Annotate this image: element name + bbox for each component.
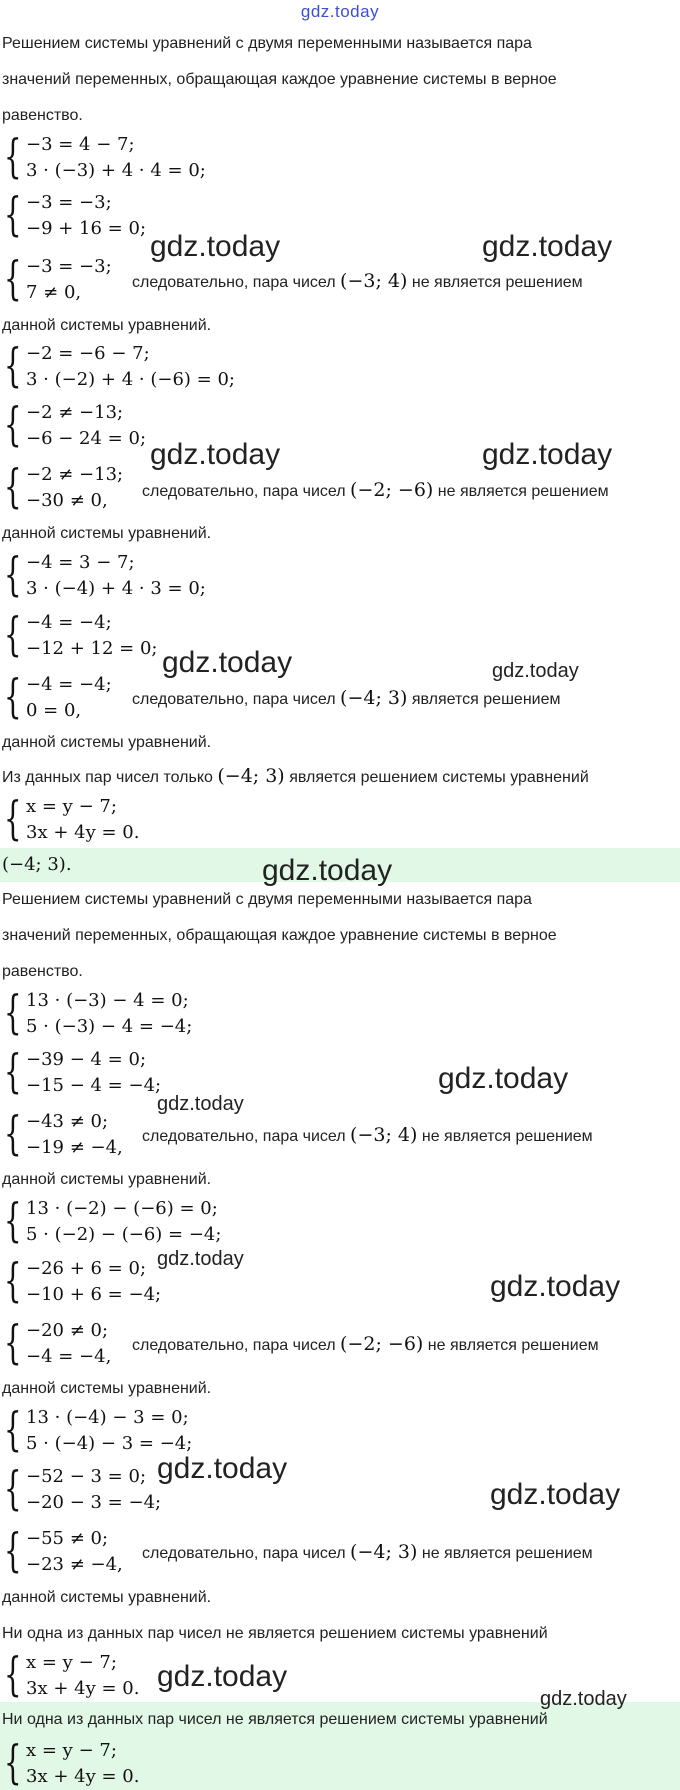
brace-icon: {	[4, 459, 22, 513]
definition-line-3: равенство.	[2, 107, 83, 124]
definition-line-3: равенство.	[2, 963, 83, 980]
conclusion-tail: данной системы уравнений.	[2, 1589, 212, 1606]
watermark: gdz.today	[482, 438, 613, 471]
summary: Из данных пар чисел только (−4; 3) является решением системы уравнений	[2, 765, 589, 787]
watermark: gdz.today	[150, 438, 281, 471]
conclusion-tail: данной системы уравнений.	[2, 1380, 212, 1397]
conclusion: следовательно, пара чисел (−4; 3) не является решением	[142, 1541, 593, 1563]
brace-icon: {	[4, 1315, 22, 1369]
watermark: gdz.today	[438, 1062, 569, 1095]
conclusion-tail: данной системы уравнений.	[2, 734, 212, 751]
definition-line-2: значений переменных, обращающая каждое уравнение системы в верное	[2, 927, 557, 944]
definition-line-2: значений переменных, обращающая каждое уравнение системы в верное	[2, 71, 557, 88]
brace-icon: {	[4, 985, 22, 1039]
conclusion-tail: данной системы уравнений.	[2, 525, 212, 542]
site-logo[interactable]: gdz.today	[300, 2, 380, 21]
definition-line-1: Решением системы уравнений с двумя переменными называется пара	[2, 35, 532, 52]
watermark: gdz.today	[482, 230, 613, 263]
conclusion-tail: данной системы уравнений.	[2, 1171, 212, 1188]
brace-icon: {	[4, 791, 22, 845]
watermark: gdz.today	[162, 646, 293, 679]
conclusion: следовательно, пара чисел (−3; 4) не является решением	[132, 270, 583, 292]
watermark: gdz.today	[492, 660, 579, 682]
brace-icon: {	[4, 669, 22, 723]
watermark: gdz.today	[150, 230, 281, 263]
conclusion: следовательно, пара чисел (−2; −6) не является решением	[132, 1333, 599, 1355]
brace-icon: {	[4, 187, 22, 241]
brace-icon: {	[4, 129, 22, 183]
watermark: gdz.today	[157, 1248, 244, 1270]
brace-icon: {	[4, 1461, 22, 1515]
brace-icon: {	[4, 1044, 22, 1098]
brace-icon: {	[4, 251, 22, 305]
brace-icon: {	[4, 1647, 22, 1701]
brace-icon: {	[4, 1523, 22, 1577]
watermark: gdz.today	[540, 1688, 627, 1710]
conclusion-tail: данной системы уравнений.	[2, 317, 212, 334]
brace-icon: {	[4, 1193, 22, 1247]
brace-icon: {	[4, 1106, 22, 1160]
watermark: gdz.today	[490, 1478, 621, 1511]
brace-icon: {	[4, 547, 22, 601]
conclusion: следовательно, пара чисел (−2; −6) не является решением	[142, 479, 609, 501]
brace-icon: {	[4, 338, 22, 392]
conclusion: следовательно, пара чисел (−3; 4) не является решением	[142, 1124, 593, 1146]
watermark: gdz.today	[490, 1270, 621, 1303]
answer-box: Ни одна из данных пар чисел не является решением системы уравнений { x = y − 7; 3x + 4y = 0.	[0, 1702, 680, 1790]
brace-icon: {	[4, 1253, 22, 1307]
watermark: gdz.today	[157, 1093, 244, 1115]
brace-icon: {	[4, 1735, 22, 1789]
conclusion: следовательно, пара чисел (−4; 3) является решением	[132, 687, 561, 709]
definition-line-1: Решением системы уравнений с двумя переменными называется пара	[2, 891, 532, 908]
watermark: gdz.today	[157, 1660, 288, 1693]
summary: Ни одна из данных пар чисел не является решением системы уравнений	[2, 1625, 548, 1642]
brace-icon: {	[4, 397, 22, 451]
answer-value: (−4; 3).	[2, 854, 72, 875]
watermark: gdz.today	[262, 854, 393, 887]
answer-text: Ни одна из данных пар чисел не является решением системы уравнений	[2, 1711, 548, 1728]
watermark: gdz.today	[157, 1452, 288, 1485]
brace-icon: {	[4, 1402, 22, 1456]
brace-icon: {	[4, 607, 22, 661]
